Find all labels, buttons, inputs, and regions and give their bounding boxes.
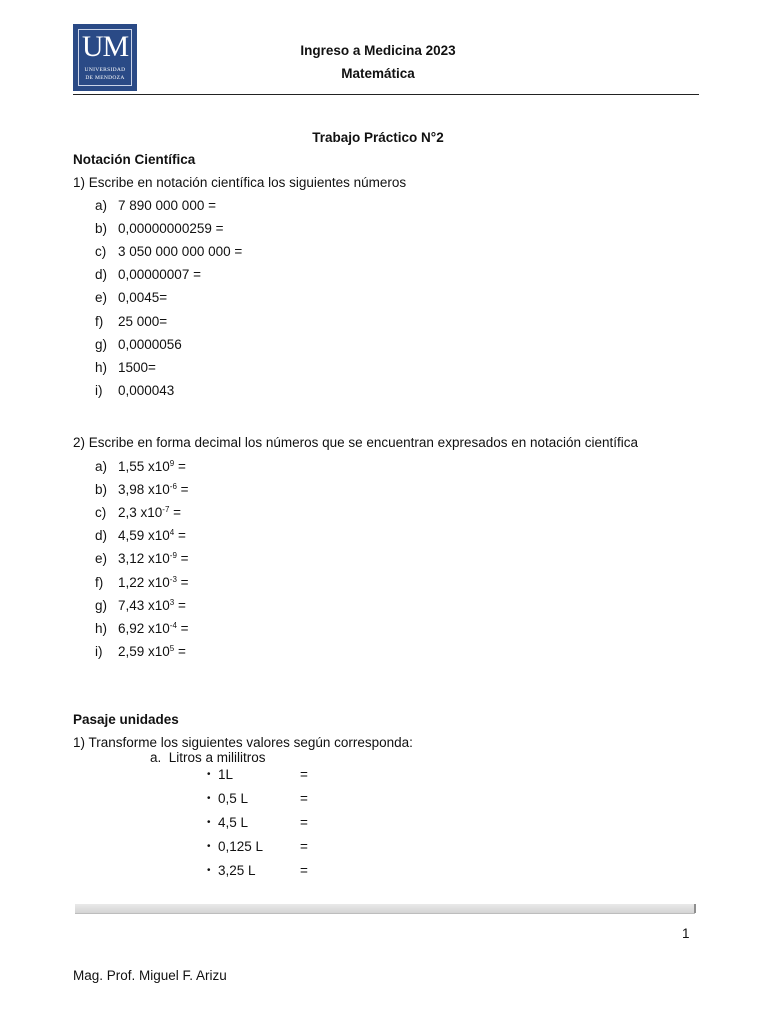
item-label: f) [95, 574, 104, 590]
item-label: d) [95, 528, 108, 544]
section-heading-scientific-notation: Notación Científica [73, 152, 196, 167]
item-label: f) [95, 313, 104, 329]
bullet-icon: • [207, 865, 211, 876]
item-exponent: 9 [169, 459, 175, 468]
item-base: 1,22 x10 [118, 574, 170, 590]
logo-university-name [75, 66, 135, 82]
item-tail: = [176, 620, 189, 636]
item-exponent: -3 [169, 574, 177, 584]
item-base: 3,98 x10 [118, 482, 170, 498]
header-subtitle: Matemática [341, 66, 415, 81]
item-value: 3 050 000 000 000 = [118, 244, 243, 260]
university-logo [73, 24, 137, 91]
item-tail: = [176, 482, 189, 498]
logo-initials: UM [81, 30, 129, 63]
item-label: a) [95, 198, 108, 213]
item-base: 7,43 x10 [118, 597, 170, 613]
bullet-value: 1L [218, 767, 234, 782]
item-base: 1,55 x10 [118, 459, 170, 474]
item-label: g) [95, 336, 108, 352]
item-value: 0,0000056 [118, 336, 182, 352]
item-value [118, 527, 186, 545]
item-exponent: 4 [169, 528, 175, 538]
item-value [118, 597, 186, 615]
bullet-equals: = [300, 839, 308, 854]
item-tail: = [174, 528, 186, 544]
item-label: g) [95, 597, 108, 613]
item-label: i) [95, 643, 103, 659]
bullet-equals: = [300, 863, 308, 878]
bullet-icon: • [207, 817, 211, 828]
question-1-prompt: 1) Escribe en notación científica los siguientes números [73, 175, 407, 190]
item-value [118, 574, 189, 592]
item-exponent: 5 [169, 643, 175, 653]
item-tail: = [176, 551, 189, 567]
item-value [118, 481, 189, 499]
header-divider [73, 94, 699, 95]
item-label: b) [95, 221, 108, 237]
item-label: d) [95, 267, 108, 283]
conversion-prompt: 1) Transforme los siguientes valores según corresponda: [73, 735, 413, 750]
item-tail: = [174, 643, 186, 659]
item-base: 6,92 x10 [118, 620, 170, 636]
conversion-subitem [150, 750, 266, 765]
item-value [118, 643, 186, 661]
logo-line-2: DE MENDOZA [85, 75, 125, 81]
item-value: 0,00000007 = [118, 267, 201, 283]
bullet-icon: • [207, 841, 211, 852]
item-label: a) [95, 459, 108, 474]
item-exponent: -7 [162, 505, 170, 515]
item-exponent: 3 [169, 597, 175, 607]
footer-bar-edge [694, 904, 696, 913]
bullet-value: 0,125 L [218, 839, 264, 854]
item-exponent: -9 [169, 551, 177, 561]
item-base: 2,3 x10 [118, 505, 163, 521]
item-value: 0,00000000259 = [118, 221, 224, 237]
item-value: 25 000= [118, 313, 168, 329]
item-value [118, 620, 189, 638]
item-value [118, 504, 181, 522]
item-tail: = [176, 574, 189, 590]
document-title: Trabajo Práctico N°2 [312, 130, 444, 145]
logo-line-1: UNIVERSIDAD [84, 67, 126, 73]
item-exponent: -6 [169, 482, 177, 492]
item-base: 2,59 x10 [118, 643, 170, 659]
bullet-icon: • [207, 769, 211, 780]
question-2-prompt: 2) Escribe en forma decimal los números que se encuentran expresados en notación científica [73, 435, 639, 450]
item-label: h) [95, 359, 108, 375]
item-tail: = [169, 505, 182, 521]
item-label: e) [95, 551, 108, 567]
item-tail: = [174, 459, 186, 474]
item-value: 0,000043 [118, 382, 175, 398]
footer-bar [75, 904, 695, 914]
header-title: Ingreso a Medicina 2023 [300, 43, 456, 58]
bullet-value: 4,5 L [218, 815, 249, 830]
footer-author: Mag. Prof. Miguel F. Arizu [73, 968, 227, 983]
conversion-subitem-text: Litros a mililitros [168, 750, 266, 765]
item-value [118, 458, 186, 476]
bullet-equals: = [300, 767, 308, 782]
section-heading-unit-conversion: Pasaje unidades [73, 712, 179, 727]
item-value: 7 890 000 000 = [118, 198, 216, 213]
bullet-value: 0,5 L [218, 791, 249, 806]
item-value: 0,0045= [118, 290, 168, 306]
item-label: h) [95, 620, 108, 636]
item-tail: = [174, 597, 186, 613]
bullet-value: 3,25 L [218, 863, 256, 878]
item-label: c) [95, 505, 107, 521]
item-label: c) [95, 244, 107, 260]
item-exponent: -4 [169, 620, 177, 630]
bullet-icon: • [207, 793, 211, 804]
item-base: 3,12 x10 [118, 551, 170, 567]
item-value: 1500= [118, 359, 156, 375]
item-label: b) [95, 482, 108, 498]
bullet-equals: = [300, 815, 308, 830]
conversion-subitem-label: a. [150, 750, 162, 765]
item-label: e) [95, 290, 108, 306]
bullet-equals: = [300, 791, 308, 806]
item-value [118, 550, 189, 568]
item-label: i) [95, 382, 103, 398]
item-base: 4,59 x10 [118, 528, 170, 544]
page-number: 1 [682, 926, 690, 941]
